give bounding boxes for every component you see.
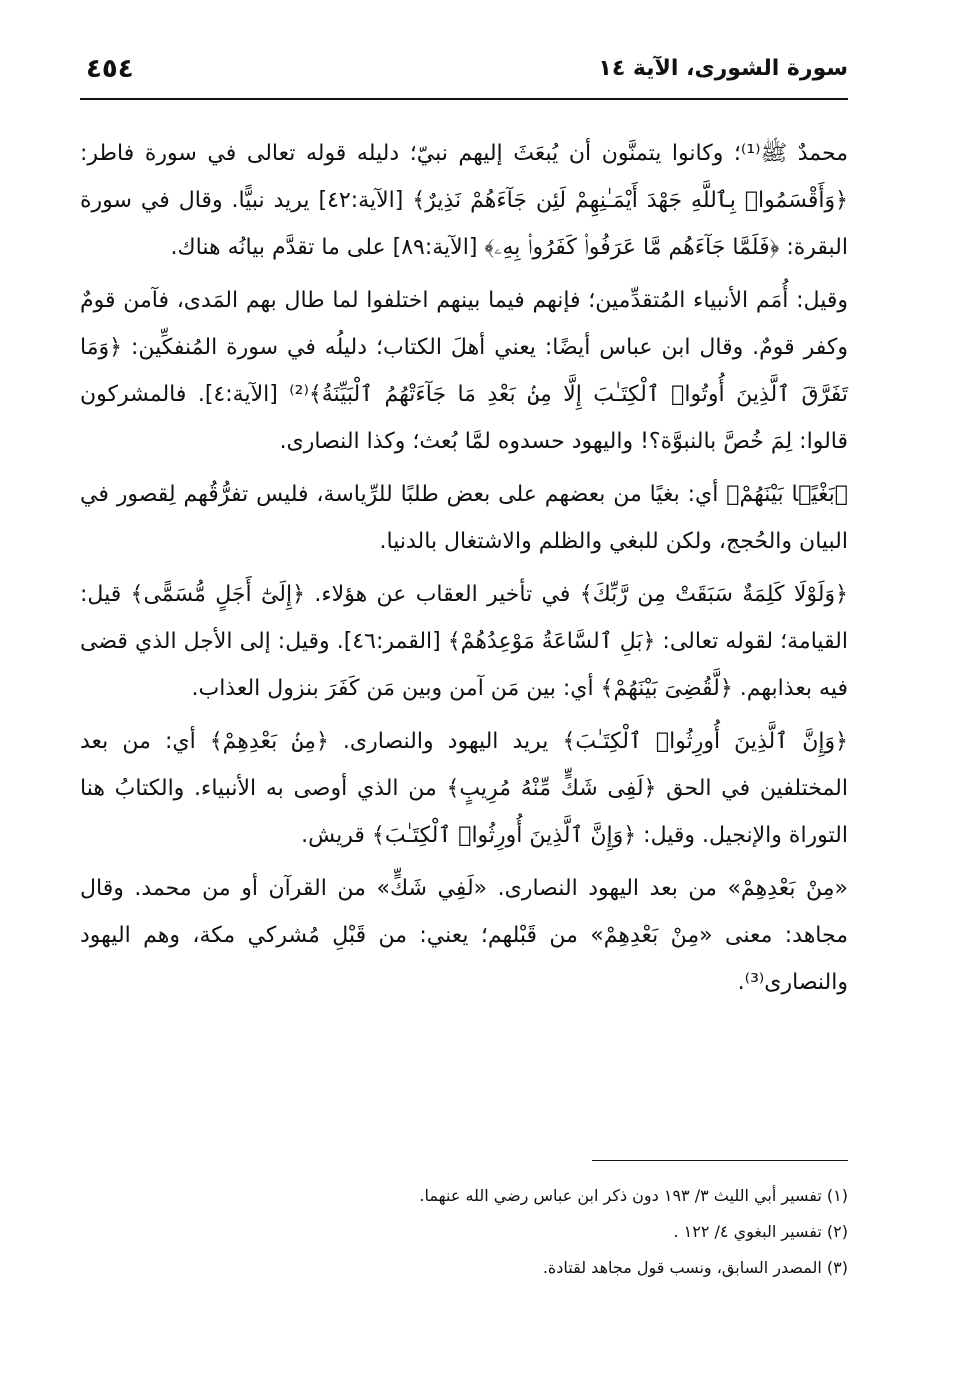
footnotes — [80, 1178, 848, 1286]
paragraph: «مِنْ بَعْدِهِمْ» من بعد اليهود النصارى. «لَفِي شَكٍّ» من القرآن أو من محمد. وقال مجاهد: معنى «مِنْ بَعْدِهِمْ» من قَبْلهم؛ يعني: من قَبْلِ مُشركي مكة، وهم اليهود والنصارى⁽³⁾. — [80, 876, 848, 995]
paragraph: ﴿وَلَوْلَا كَلِمَةٌ سَبَقَتْ مِن رَّبِّكَ﴾ في تأخير العقاب عن هؤلاء. ﴿إِلَىٰٓ أَجَلٍ مُّسَمًّى﴾ قيل: القيامة؛ لقوله تعالى: ﴿بَلِ ٱلسَّاعَةُ مَوْعِدُهُمْ﴾ [القمر:٤٦]. وقيل: إلى الأجل الذي قضى فيه بعذابهم. ﴿لَّقُضِىَ بَيْنَهُمْ﴾ أي: بين مَن آمن وبين مَن كَفَرَ بنزول العذاب. — [80, 582, 848, 701]
paragraph: ﴿وَإِنَّ ٱلَّذِينَ أُورِثُوا۟ ٱلْكِتَـٰبَ﴾ يريد اليهود والنصارى. ﴿مِنۢ بَعْدِهِمْ﴾ أي: من بعد المختلفين في الحق ﴿لَفِى شَكٍّ مِّنْهُ مُرِيبٍ﴾ من الذي أوصى به الأنبياء. والكتابُ هنا التوراة والإنجيل. وقيل: ﴿وَإِنَّ ٱلَّذِينَ أُورِثُوا۟ ٱلْكِتَـٰبَ﴾ قريش. — [80, 729, 848, 848]
paragraph: ﴿بَغْيًۢا بَيْنَهُمْ﴾ أي: بغيًا من بعضهم على بعض طلبًا للرِّياسة، فليس تفرُّقُهم لِقصور في البيان والحُجج، ولكن للبغي والظلم والاشتغال بالدنيا. — [80, 482, 848, 554]
paragraph: محمدٌ ﷺ⁽¹⁾؛ وكانوا يتمنَّون أن يُبعَثَ إليهم نبيّ؛ دليله قوله تعالى في سورة فاطر: ﴿وَأَقْسَمُوا۟ بِٱللَّهِ جَهْدَ أَيْمَـٰنِهِمْ لَئِن جَآءَهُمْ نَذِيرٌ﴾ [الآية:٤٢] يريد نبيًّا. وقال في سورة البقرة: ﴿فَلَمَّا جَآءَهُم مَّا عَرَفُوا۟ كَفَرُوا۟ بِهِۦ﴾ [الآية:٨٩] على ما تقدَّم بيانُه هناك. — [80, 141, 848, 260]
main-text — [80, 130, 848, 1012]
footnote-separator — [592, 1160, 848, 1161]
running-title: سورة الشورى، الآية ١٤ — [598, 56, 848, 81]
page-number: ٤٥٤ — [86, 54, 134, 84]
footnote: (١) تفسير أبي الليث ٣/ ١٩٣ دون ذكر ابن عباس رضي الله عنهما. — [419, 1186, 848, 1205]
page-header — [80, 52, 848, 96]
footnote: (٣) المصدر السابق، ونسب قول مجاهد لقتادة. — [542, 1258, 848, 1277]
header-rule — [80, 98, 848, 100]
footnote: (٢) تفسير البغوي ٤/ ١٢٢ . — [673, 1222, 848, 1241]
paragraph: وقيل: أُمَم الأنبياء المُتقدِّمين؛ فإنهم فيما بينهم اختلفوا لما طال بهم المَدى، فآمن قومٌ وكفر قومٌ. وقال ابن عباس أيضًا: يعني أهلَ الكتاب؛ دليلُه في سورة المُنفكِّين: ﴿وَمَا تَفَرَّقَ ٱلَّذِينَ أُوتُوا۟ ٱلْكِتَـٰبَ إِلَّا مِنۢ بَعْدِ مَا جَآءَتْهُمُ ٱلْبَيِّنَةُ﴾⁽²⁾ [الآية:٤]. فالمشركون قالوا: لِمَ خُصَّ بالنبوَّة؟! واليهود حسدوه لمَّا بُعث؛ وكذا النصارى. — [80, 288, 848, 454]
